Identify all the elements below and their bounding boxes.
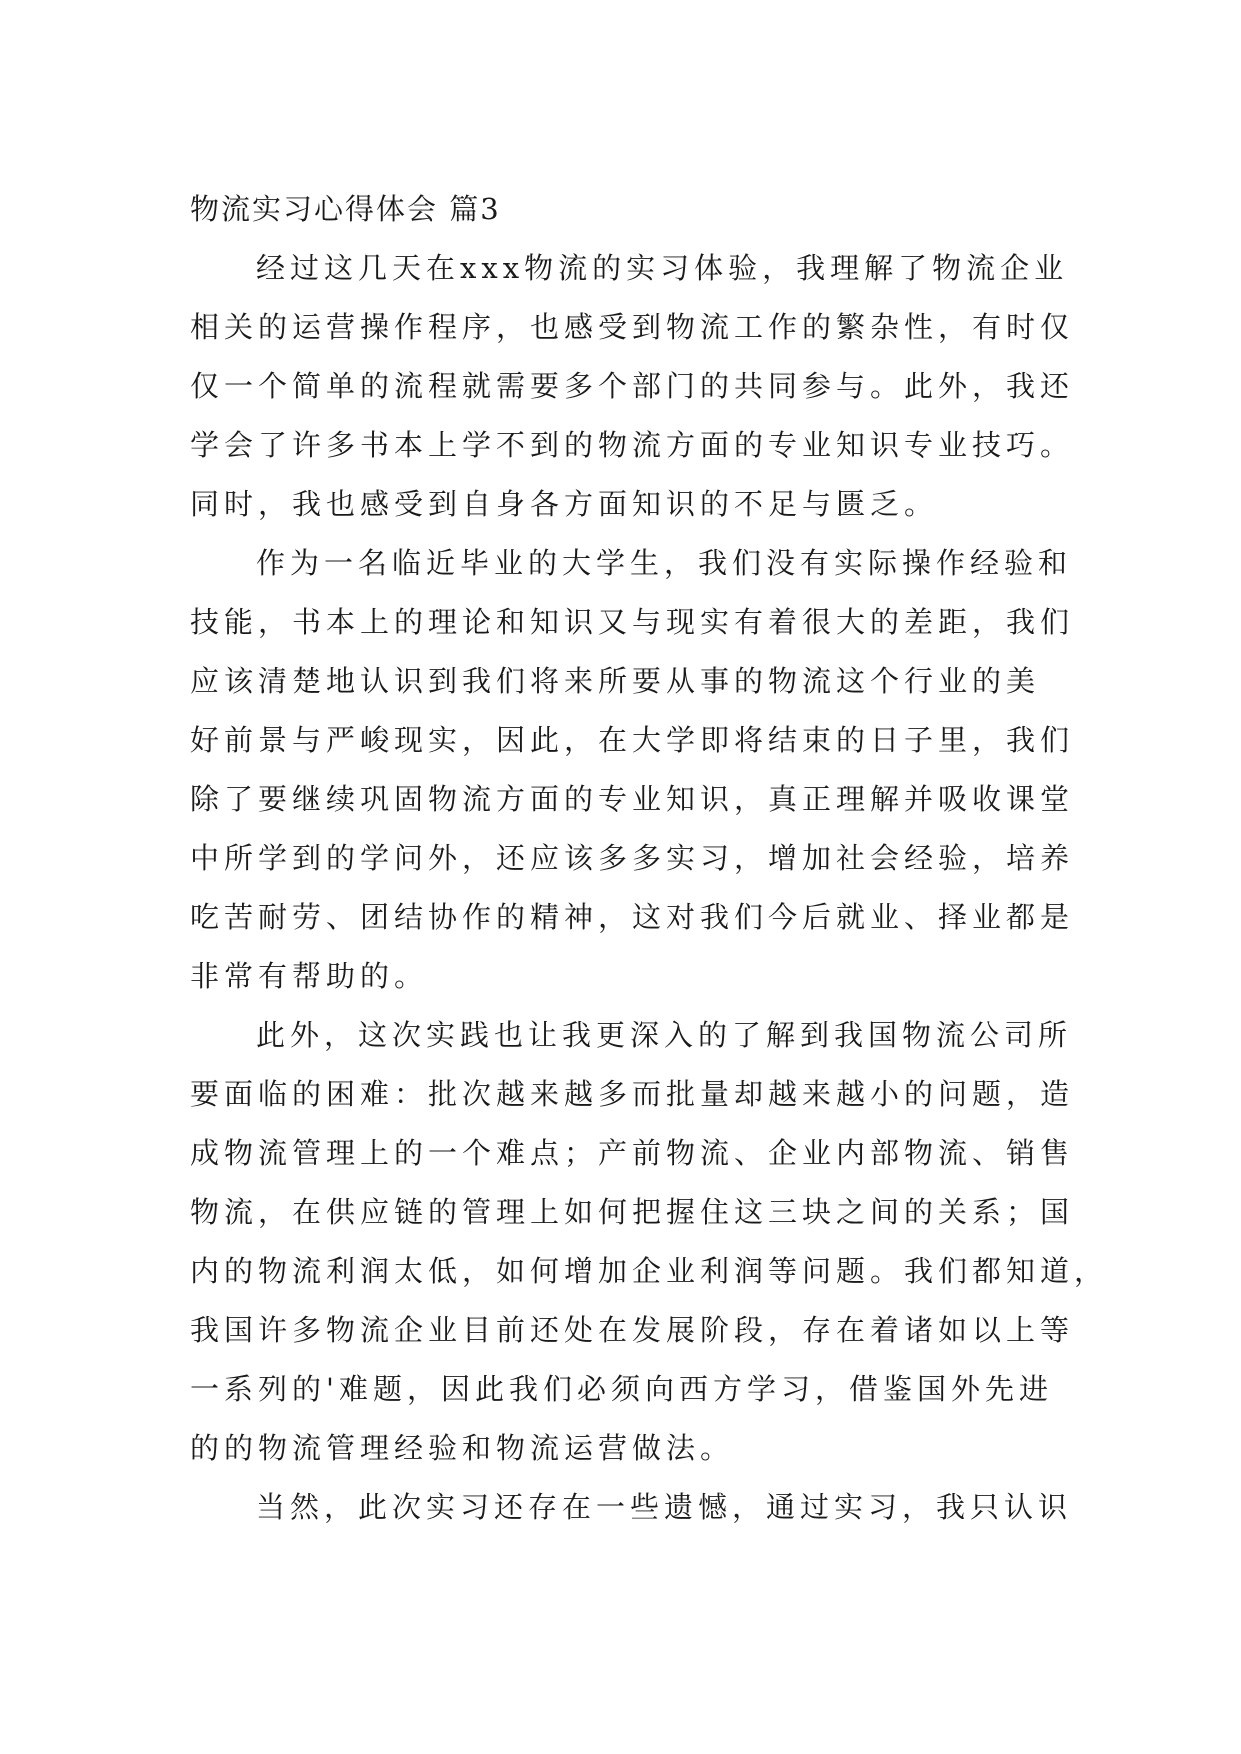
text-line: 作为一名临近毕业的大学生，我们没有实际操作经验和: [256, 546, 1073, 580]
text-line: 当然，此次实习还存在一些遗憾，通过实习，我只认识: [256, 1490, 1073, 1524]
text-line: 要面临的困难：批次越来越多而批量却越来越小的问题，造: [190, 1077, 1075, 1111]
text-line: 仅一个简单的流程就需要多个部门的共同参与。此外，我还: [190, 369, 1075, 403]
text-line: 中所学到的学问外，还应该多多实习，增加社会经验，培养: [190, 841, 1075, 875]
text-line: 技能，书本上的理论和知识又与现实有着很大的差距，我们: [190, 605, 1075, 639]
text-line: 吃苦耐劳、团结协作的精神，这对我们今后就业、择业都是: [190, 900, 1075, 934]
text-line: 的的物流管理经验和物流运营做法。: [190, 1431, 735, 1465]
text-line: 相关的运营操作程序，也感受到物流工作的繁杂性，有时仅: [190, 310, 1075, 344]
document-body: [190, 180, 1109, 1537]
text-line: 我国许多物流企业目前还处在发展阶段，存在着诸如以上等: [190, 1313, 1075, 1347]
text-line: 成物流管理上的一个难点；产前物流、企业内部物流、销售: [190, 1136, 1075, 1170]
text-line: 同时，我也感受到自身各方面知识的不足与匮乏。: [190, 487, 939, 521]
paragraph-3: [190, 1006, 1109, 1478]
text-line: 学会了许多书本上学不到的物流方面的专业知识专业技巧。: [190, 428, 1075, 462]
text-line: 除了要继续巩固物流方面的专业知识，真正理解并吸收课堂: [190, 782, 1075, 816]
text-line: 好前景与严峻现实，因此，在大学即将结束的日子里，我们: [190, 723, 1075, 757]
paragraph-4: [190, 1478, 1073, 1537]
paragraph-1: [190, 239, 1075, 534]
text-line: 内的物流利润太低，如何增加企业利润等问题。我们都知道，: [190, 1254, 1109, 1288]
text-line: 此外，这次实践也让我更深入的了解到我国物流公司所: [256, 1018, 1073, 1052]
text-line: 物流，在供应链的管理上如何把握住这三块之间的关系；国: [190, 1195, 1075, 1229]
text-line: 一系列的'难题，因此我们必须向西方学习，借鉴国外先进: [190, 1372, 1053, 1406]
text-line: 经过这几天在xxx物流的实习体验，我理解了物流企业: [256, 251, 1069, 285]
document-title: 物流实习心得体会 篇3: [190, 192, 501, 226]
text-line: 非常有帮助的。: [190, 959, 429, 993]
paragraph-2: [190, 534, 1075, 1006]
text-line: 应该清楚地认识到我们将来所要从事的物流这个行业的美: [190, 664, 1041, 698]
